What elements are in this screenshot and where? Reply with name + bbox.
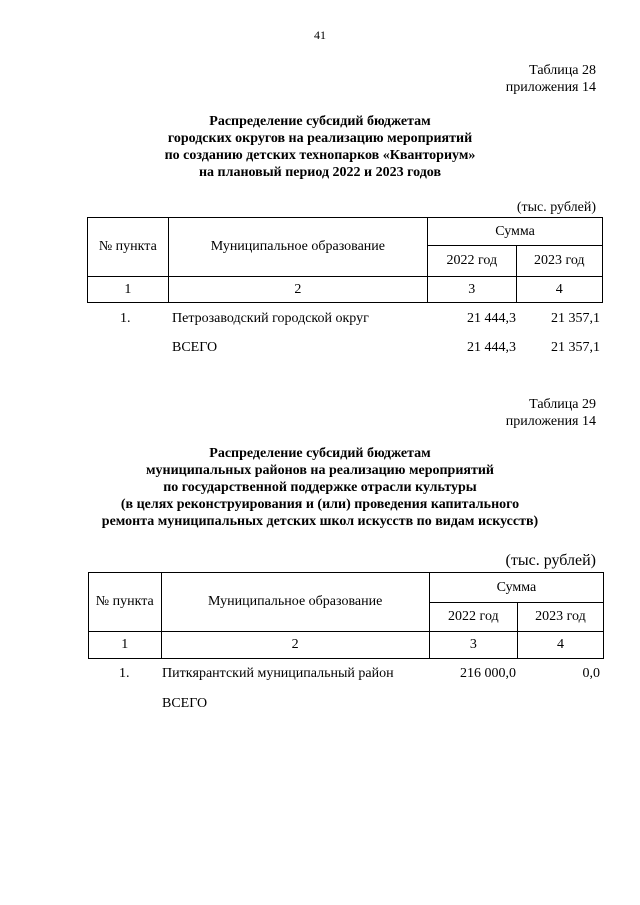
row-name: Питкярантский муниципальный район: [162, 666, 394, 681]
row-value-2023: 21 357,1: [551, 311, 600, 326]
header-sum: Сумма: [428, 218, 603, 246]
table-caption: [506, 396, 596, 430]
table-header: [87, 217, 603, 303]
row-value-2022: 21 444,3: [467, 340, 516, 355]
table-caption: [506, 62, 596, 96]
header-year-2022: 2022 год: [429, 603, 517, 632]
units-label: (тыс. рублей): [516, 200, 596, 215]
title-line: ремонта муниципальных детских школ искусств по видам искусств): [101, 514, 539, 529]
table-header: [88, 572, 604, 659]
row-value-2023: 0,0: [582, 666, 600, 681]
row-num: 1.: [119, 666, 130, 681]
title-line: (в целях реконструирования и (или) проведения капитального: [120, 497, 520, 512]
header-sum: Сумма: [429, 573, 603, 603]
table-number: Таблица 29: [529, 397, 596, 412]
appendix-ref: приложения 14: [505, 414, 596, 429]
units-label: (тыс. рублей): [505, 552, 596, 569]
col-number: 3: [428, 277, 516, 303]
row-num: 1.: [120, 311, 131, 326]
col-number: 2: [168, 277, 427, 303]
table-number: Таблица 28: [529, 63, 596, 78]
header-year-2023: 2023 год: [517, 603, 603, 632]
header-num: № пункта: [89, 573, 162, 632]
row-name: Петрозаводский городской округ: [172, 311, 369, 326]
header-year-2022: 2022 год: [428, 246, 516, 277]
row-name: ВСЕГО: [162, 696, 208, 711]
col-number: 4: [517, 632, 603, 659]
col-number: 1: [88, 277, 169, 303]
col-number: 4: [516, 277, 602, 303]
appendix-ref: приложения 14: [505, 80, 596, 95]
header-name: Муниципальное образование: [161, 573, 429, 632]
col-number: 2: [161, 632, 429, 659]
table-title: [70, 445, 570, 530]
header-year-2023: 2023 год: [516, 246, 602, 277]
header-num: № пункта: [88, 218, 169, 277]
row-value-2022: 216 000,0: [460, 666, 516, 681]
header-name: Муниципальное образование: [168, 218, 427, 277]
row-value-2022: 21 444,3: [467, 311, 516, 326]
title-line: на плановый период 2022 и 2023 годов: [198, 165, 442, 180]
col-number: 1: [89, 632, 162, 659]
title-line: Распределение субсидий бюджетам: [209, 446, 431, 461]
row-value-2023: 21 357,1: [551, 340, 600, 355]
row-name: ВСЕГО: [172, 340, 218, 355]
col-number: 3: [429, 632, 517, 659]
title-line: по государственной поддержке отрасли культуры: [163, 480, 477, 495]
title-line: Распределение субсидий бюджетам: [209, 114, 431, 129]
table-title: [70, 113, 570, 181]
title-line: муниципальных районов на реализацию мероприятий: [146, 463, 494, 478]
page-number: 41: [314, 28, 326, 42]
title-line: городских округов на реализацию мероприятий: [167, 131, 473, 146]
title-line: по созданию детских технопарков «Кванториум»: [164, 148, 476, 163]
